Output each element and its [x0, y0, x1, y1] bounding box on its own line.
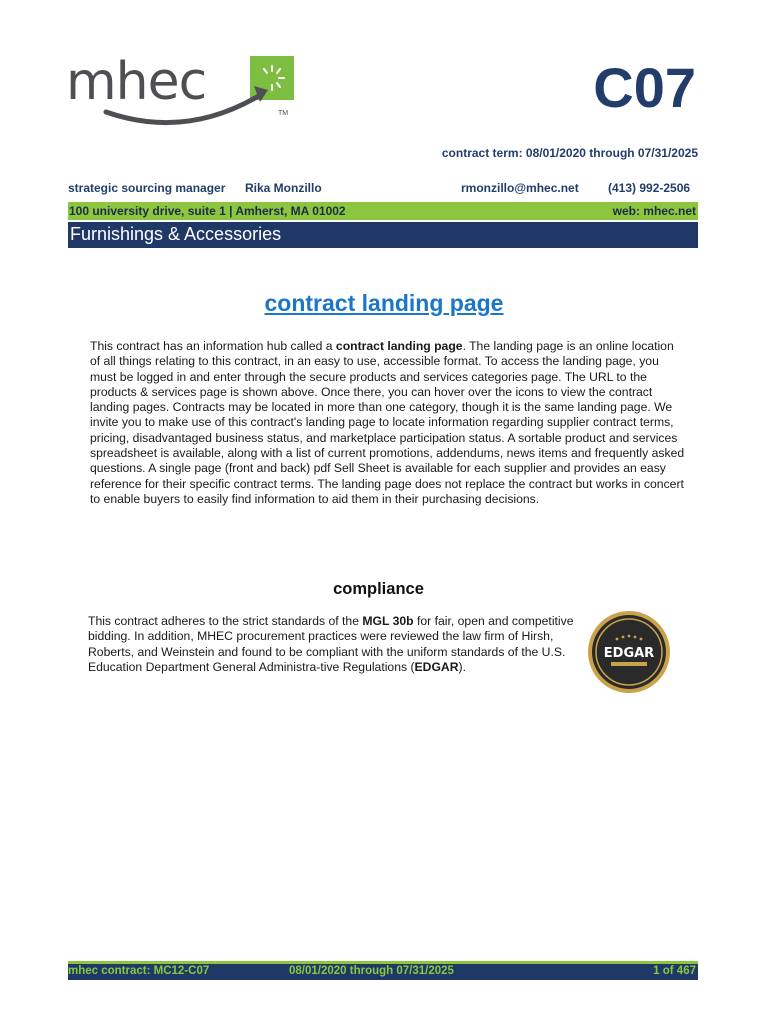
landing-text-2: . The landing page is an online location of all things relating to this contract, in an easy to use, accessible format. To access the landing page, you must be logged in and enter through the secure products and services categories page. The URL to the products & services page is shown above. Once there, you can hover over the icons to view the contract landing pages. Contracts may be located in more than one category, though it is the same landing page. We invite you to make use of this contract's landing page to locate information regarding supplier contract terms, pricing, disadvantaged business status, and marketplace participation status. A sortable product and services spreadsheet is available, along with a list of current promotions, addendums, news items and frequently asked questions. A single page (front and back) pdf Sell Sheet is available for each supplier and provides an easy reference for their specific contract terms. The landing page does not replace the contract but works in concert to enable buyers to easily find information to aid them in their purchasing decisions.: [90, 339, 685, 506]
footer-term: 08/01/2020 through 07/31/2025: [289, 965, 454, 977]
address-bar: [68, 202, 698, 220]
landing-text-bold: contract landing page: [335, 339, 463, 353]
compliance-text-1: This contract adheres to the strict standards of the: [88, 614, 363, 628]
compliance-edgar-bold: EDGAR: [414, 659, 459, 674]
web-link[interactable]: web: mhec.net: [612, 204, 696, 218]
compliance-heading: compliance: [333, 580, 424, 598]
footer-page-number: 1 of 467: [653, 965, 696, 977]
edgar-compliant-badge-icon: [587, 610, 671, 694]
address: 100 university drive, suite 1 | Amherst, MA 01002: [69, 204, 346, 218]
compliance-paragraph: [88, 614, 578, 675]
footer-contract-id: mhec contract: MC12-C07: [68, 965, 210, 977]
mhec-logo: [66, 54, 298, 126]
compliance-mgl-bold: MGL 30b: [362, 614, 414, 628]
page-footer: [68, 961, 698, 980]
logo-wordmark: mhec: [66, 52, 207, 112]
landing-text-1: This contract has an information hub called a: [90, 339, 336, 353]
manager-label: strategic sourcing manager: [68, 181, 226, 195]
compliance-text-3: ).: [458, 659, 466, 674]
trademark-mark: TM: [278, 110, 289, 117]
contract-code: C07: [593, 56, 696, 119]
badge-label: EDGAR: [603, 646, 655, 661]
category-bar: [68, 222, 698, 248]
manager-email[interactable]: rmonzillo@mhec.net: [461, 181, 579, 195]
landing-page-heading[interactable]: contract landing page: [264, 290, 504, 316]
contract-term: contract term: 08/01/2020 through 07/31/2025: [441, 146, 698, 160]
manager-name: Rika Monzillo: [245, 181, 322, 195]
category-title: Furnishings & Accessories: [70, 224, 282, 244]
landing-paragraph: [90, 339, 685, 507]
manager-phone: (413) 992-2506: [608, 181, 691, 195]
compliance-text-2: for fair, open and competitive bidding. In addition, MHEC procurement practices were reviewed the law firm of Hirsh, Roberts, and Weinstein and found to be compliant with the uniform standards of the U.S. Education Department General Administra-tive Regulations (: [88, 614, 574, 674]
